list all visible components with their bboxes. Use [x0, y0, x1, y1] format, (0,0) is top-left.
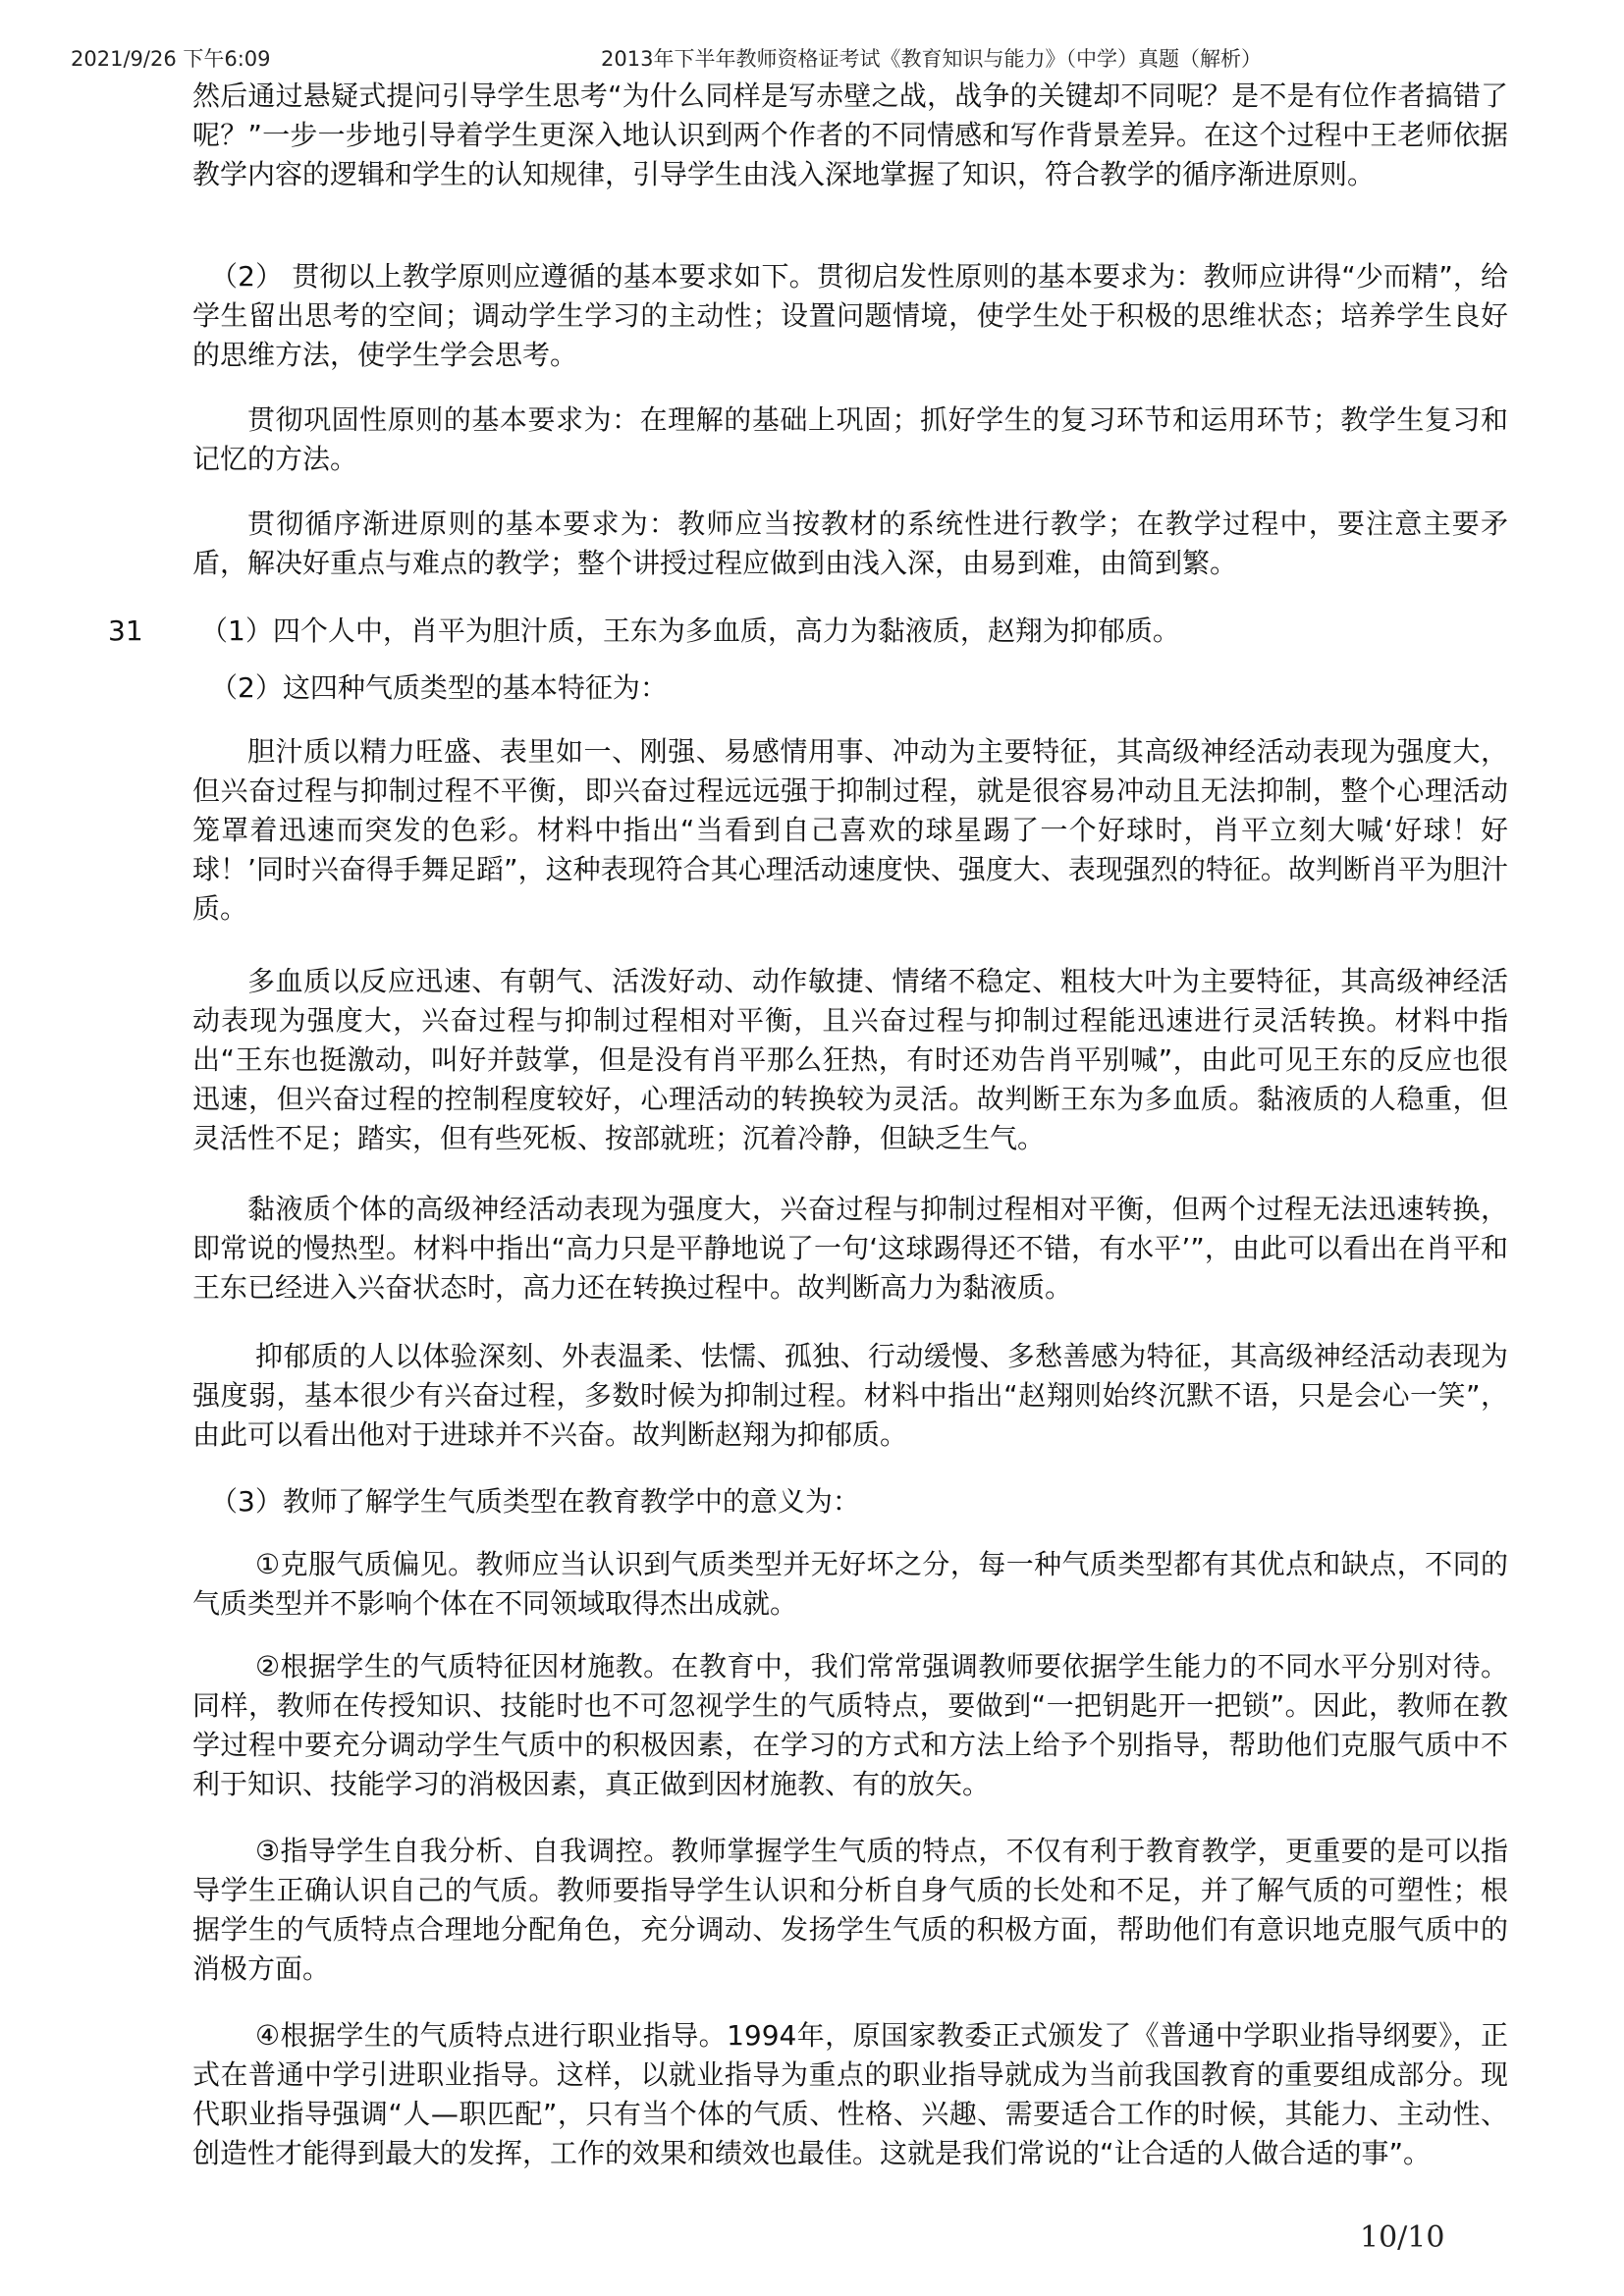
paragraph-point-1: ①克服气质偏见。教师应当认识到气质类型并无好坏之分，每一种气质类型都有其优点和缺点，不同的气质类型并不影响个体在不同领域取得杰出成就。	[192, 1548, 1508, 1620]
print-header	[0, 37, 1624, 73]
paragraph-point-4: ④根据学生的气质特点进行职业指导。1994年，原国家教委正式颁发了《普通中学职业指导纲要》，正式在普通中学引进职业指导。这样，以就业指导为重点的职业指导就成为当前我国教育的重要组成部分。现代职业指导强调“人—职匹配”，只有当个体的气质、性格、兴趣、需要适合工作的时候，其能力、主动性、创造性才能得到最大的发挥，工作的效果和绩效也最佳。这就是我们常说的“让合适的人做合适的事”。	[192, 2019, 1508, 2169]
paragraph-point-2: ②根据学生的气质特征因材施教。在教育中，我们常常强调教师要依据学生能力的不同水平分别对待。同样，教师在传授知识、技能时也不可忽视学生的气质特点，要做到“一把钥匙开一把锁”。因此，教师在教学过程中要充分调动学生气质中的积极因素，在学习的方式和方法上给予个别指导，帮助他们克服气质中不利于知识、技能学习的消极因素，真正做到因材施教、有的放矢。	[192, 1650, 1508, 1800]
paragraph-requirements: （2） 贯彻以上教学原则应遵循的基本要求如下。贯彻启发性原则的基本要求为：教师应讲得“少而精”，给学生留出思考的空间；调动学生学习的主动性；设置问题情境，使学生处于积极的思维状态；培养学生良好的思维方法，使学生学会思考。	[192, 260, 1508, 371]
paragraph-point-3: ③指导学生自我分析、自我调控。教师掌握学生气质的特点，不仅有利于教育教学，更重要的是可以指导学生正确认识自己的气质。教师要指导学生认识和分析自身气质的长处和不足，并了解气质的可塑性；根据学生的气质特点合理地分配角色，充分调动、发扬学生气质的积极方面，帮助他们有意识地克服气质中的消极方面。	[192, 1835, 1508, 1985]
paragraph-answer-1: （1）四个人中，肖平为胆汁质，王东为多血质，高力为黏液质，赵翔为抑郁质。	[200, 614, 1180, 647]
paragraph-consolidation: 贯彻巩固性原则的基本要求为：在理解的基础上巩固；抓好学生的复习环节和运用环节；教学生复习和记忆的方法。	[192, 403, 1508, 475]
document-title: 2013年下半年教师资格证考试《教育知识与能力》（中学）真题（解析）	[601, 47, 1262, 71]
paragraph-sanguine: 多血质以反应迅速、有朝气、活泼好动、动作敏捷、情绪不稳定、粗枝大叶为主要特征，其高级神经活动表现为强度大，兴奋过程与抑制过程相对平衡，且兴奋过程与抑制过程能迅速进行灵活转换。材料中指出“王东也挺激动，叫好并鼓掌，但是没有肖平那么狂热，有时还劝告肖平别喊”，由此可见王东的反应也很迅速，但兴奋过程的控制程度较好，心理活动的转换较为灵活。故判断王东为多血质。黏液质的人稳重，但灵活性不足；踏实，但有些死板、按部就班；沉着冷静，但缺乏生气。	[192, 965, 1508, 1154]
page-number: 10/10	[1360, 2220, 1445, 2255]
question-number: 31	[108, 614, 143, 647]
print-date: 2021/9/26 下午6:09	[71, 47, 271, 71]
paragraph-intro: 然后通过悬疑式提问引导学生思考“为什么同样是写赤壁之战，战争的关键却不同呢？是不是有位作者搞错了呢？”一步一步地引导着学生更深入地认识到两个作者的不同情感和写作背景差异。在这个过程中王老师依据教学内容的逻辑和学生的认知规律，引导学生由浅入深地掌握了知识，符合教学的循序渐进原则。	[192, 80, 1508, 190]
paragraph-melancholic: 抑郁质的人以体验深刻、外表温柔、怯懦、孤独、行动缓慢、多愁善感为特征，其高级神经活动表现为强度弱，基本很少有兴奋过程，多数时候为抑制过程。材料中指出“赵翔则始终沉默不语，只是会心一笑”，由此可以看出他对于进球并不兴奋。故判断赵翔为抑郁质。	[192, 1340, 1508, 1451]
paragraph-choleric: 胆汁质以精力旺盛、表里如一、刚强、易感情用事、冲动为主要特征，其高级神经活动表现为强度大，但兴奋过程与抑制过程不平衡，即兴奋过程远远强于抑制过程，就是很容易冲动且无法抑制，整个心理活动笼罩着迅速而突发的色彩。材料中指出“当看到自己喜欢的球星踢了一个好球时，肖平立刻大喊‘好球！好球！’同时兴奋得手舞足蹈”，这种表现符合其心理活动速度快、强度大、表现强烈的特征。故判断肖平为胆汁质。	[192, 735, 1508, 925]
paragraph-answer-3: （3）教师了解学生气质类型在教育教学中的意义为：	[210, 1485, 860, 1518]
paragraph-answer-2: （2）这四种气质类型的基本特征为：	[210, 671, 668, 704]
paragraph-sequential: 贯彻循序渐进原则的基本要求为：教师应当按教材的系统性进行教学；在教学过程中，要注意主要矛盾，解决好重点与难点的教学；整个讲授过程应做到由浅入深，由易到难，由简到繁。	[192, 507, 1508, 579]
paragraph-phlegmatic: 黏液质个体的高级神经活动表现为强度大，兴奋过程与抑制过程相对平衡，但两个过程无法迅速转换，即常说的慢热型。材料中指出“高力只是平静地说了一句‘这球踢得还不错，有水平’”，由此可以看出在肖平和王东已经进入兴奋状态时，高力还在转换过程中。故判断高力为黏液质。	[192, 1193, 1508, 1304]
